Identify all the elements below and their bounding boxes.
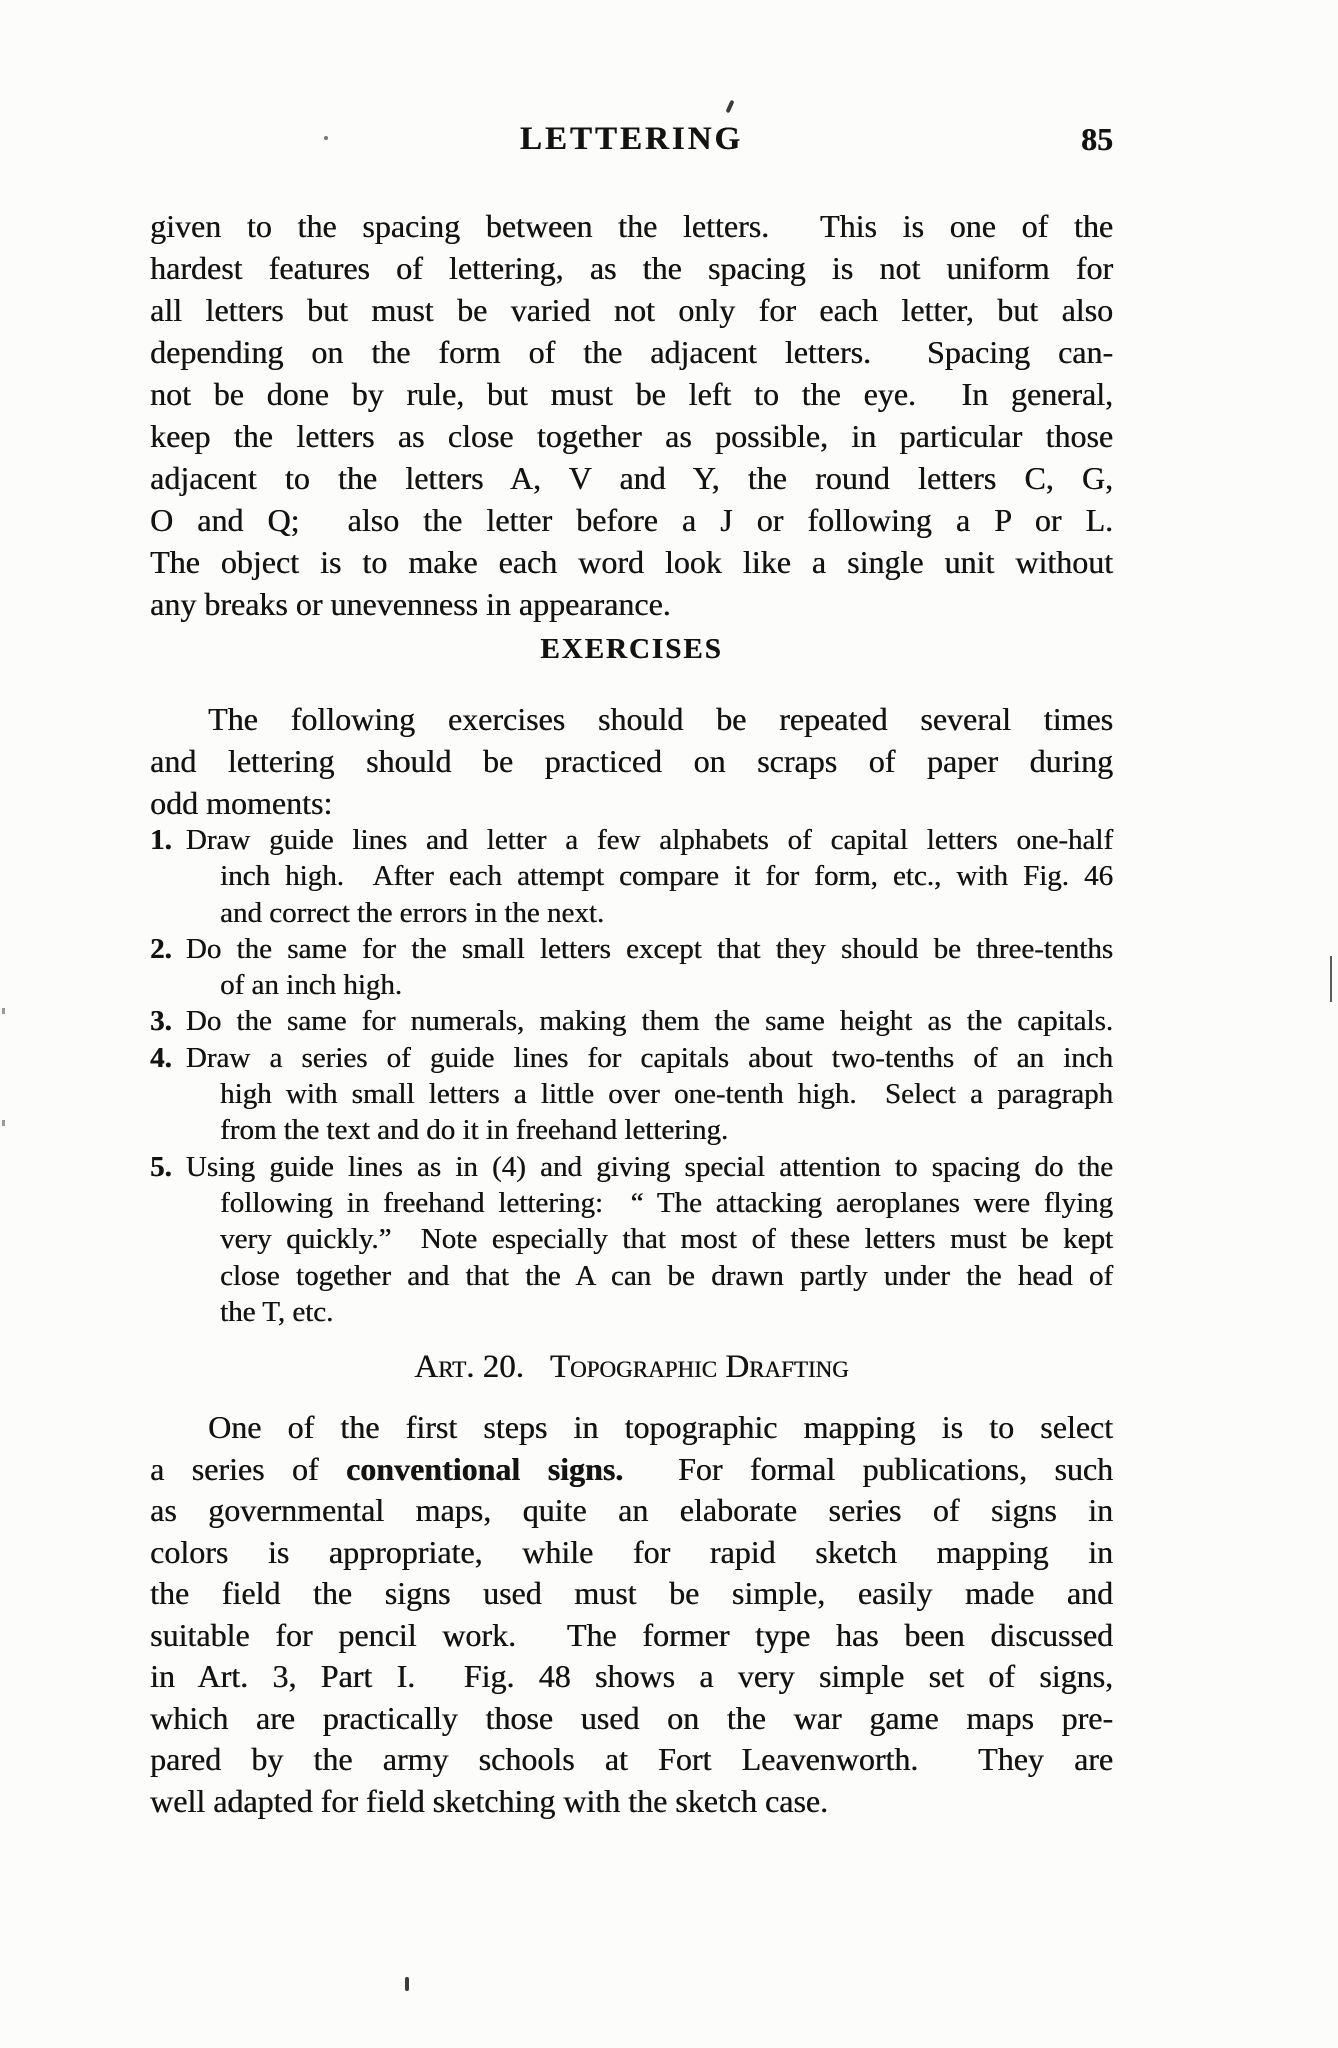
body-line: keep the letters as close together as possible, in particular those	[150, 418, 1113, 454]
body-line: any breaks or unevenness in appearance.	[150, 586, 671, 622]
list-item-line	[150, 1003, 1113, 1039]
list-item-line: and correct the errors in the next.	[220, 896, 605, 929]
body-line: depending on the form of the adjacent letters. Spacing can-	[150, 334, 1113, 370]
body-line: odd moments:	[150, 785, 333, 821]
list-item-line: following in freehand lettering: “ The attacking aeroplanes were flying	[220, 1186, 1113, 1219]
body-line	[150, 1449, 1113, 1491]
list-item-text: Draw guide lines and letter a few alphabets of capital letters one-half	[185, 824, 1113, 856]
list-item-number: 3.	[150, 1005, 172, 1038]
line-segment: For formal publications, such	[623, 1450, 1114, 1487]
list-item-text: Do the same for numerals, making them the same height as the capitals.	[185, 1005, 1113, 1038]
list-item-line: the T, etc.	[220, 1295, 334, 1328]
scan-line-artifact	[1330, 956, 1332, 1002]
page-number: 85	[1081, 121, 1113, 157]
article-number: Art. 20.	[414, 1349, 524, 1385]
paragraph-spacing	[150, 205, 1113, 625]
body-line: in Art. 3, Part I. Fig. 48 shows a very simple set of signs,	[150, 1658, 1113, 1694]
list-item-line	[150, 931, 1113, 967]
article-title: Topographic Drafting	[549, 1349, 849, 1385]
running-head-title: LETTERING	[519, 121, 744, 157]
scan-speck	[324, 136, 328, 140]
list-item-line	[150, 1149, 1113, 1185]
body-line: colors is appropriate, while for rapid sketch mapping in	[150, 1533, 1113, 1570]
list-item-line: of an inch high.	[220, 969, 403, 1002]
body-line: pared by the army schools at Fort Leavenworth. They are	[150, 1741, 1113, 1777]
body-line: all letters but must be varied not only for each letter, but also	[150, 292, 1113, 328]
body-line: which are practically those used on the war game maps pre-	[150, 1699, 1113, 1736]
line-segment: a series of	[150, 1450, 346, 1487]
list-item-number: 4.	[150, 1041, 172, 1074]
list-item-line: high with small letters a little over one-tenth high. Select a paragraph	[220, 1078, 1113, 1111]
exercises-heading: EXERCISES	[540, 633, 723, 665]
list-item-line: close together and that the A can be drawn partly under the head of	[220, 1259, 1113, 1292]
body-line: The object is to make each word look like a single unit without	[150, 544, 1113, 580]
exercise-list	[150, 822, 1113, 1330]
body-line: adjacent to the letters A, V and Y, the round letters C, G,	[150, 460, 1113, 496]
scan-speck	[2, 1120, 5, 1126]
list-item-line	[150, 822, 1113, 858]
scan-speck	[726, 100, 735, 114]
list-item-text: Do the same for the small letters except that they should be three-tenths	[185, 932, 1113, 965]
paragraph-topographic	[150, 1407, 1113, 1822]
list-item-number: 2.	[150, 932, 172, 965]
list-item-number: 5.	[150, 1150, 172, 1183]
list-item-line: from the text and do it in freehand lettering.	[220, 1114, 729, 1147]
body-line: hardest features of lettering, as the spacing is not uniform for	[150, 250, 1113, 286]
list-item-text: Using guide lines as in (4) and giving special attention to spacing do the	[185, 1150, 1113, 1183]
list-item-number: 1.	[150, 824, 172, 856]
emphasized-term: conventional signs.	[345, 1450, 624, 1487]
body-line: suitable for pencil work. The former type has been discussed	[150, 1616, 1113, 1653]
body-line: and lettering should be practiced on scraps of paper during	[150, 743, 1113, 779]
body-line: O and Q; also the letter before a J or following a P or L.	[150, 502, 1113, 538]
list-item-line: inch high. After each attempt compare it for form, etc., with Fig. 46	[220, 860, 1113, 893]
body-line: well adapted for field sketching with the sketch case.	[150, 1782, 828, 1819]
body-line: One of the first steps in topographic mapping is to select	[208, 1409, 1113, 1445]
body-line: given to the spacing between the letters. This is one of the	[150, 208, 1113, 244]
scan-speck	[2, 1008, 5, 1014]
list-item-line: very quickly.” Note especially that most of these letters must be kept	[220, 1223, 1113, 1256]
list-item-text: Draw a series of guide lines for capitals about two-tenths of an inch	[185, 1041, 1113, 1074]
article-heading	[150, 1349, 1113, 1386]
paragraph-exercises-intro	[150, 698, 1113, 824]
body-line: The following exercises should be repeated several times	[208, 701, 1113, 737]
body-line: as governmental maps, quite an elaborate series of signs in	[150, 1492, 1113, 1528]
body-line: the field the signs used must be simple, easily made and	[150, 1575, 1113, 1611]
scan-speck	[405, 1977, 409, 1991]
body-line: not be done by rule, but must be left to the eye. In general,	[150, 376, 1113, 412]
list-item-line	[150, 1040, 1113, 1076]
